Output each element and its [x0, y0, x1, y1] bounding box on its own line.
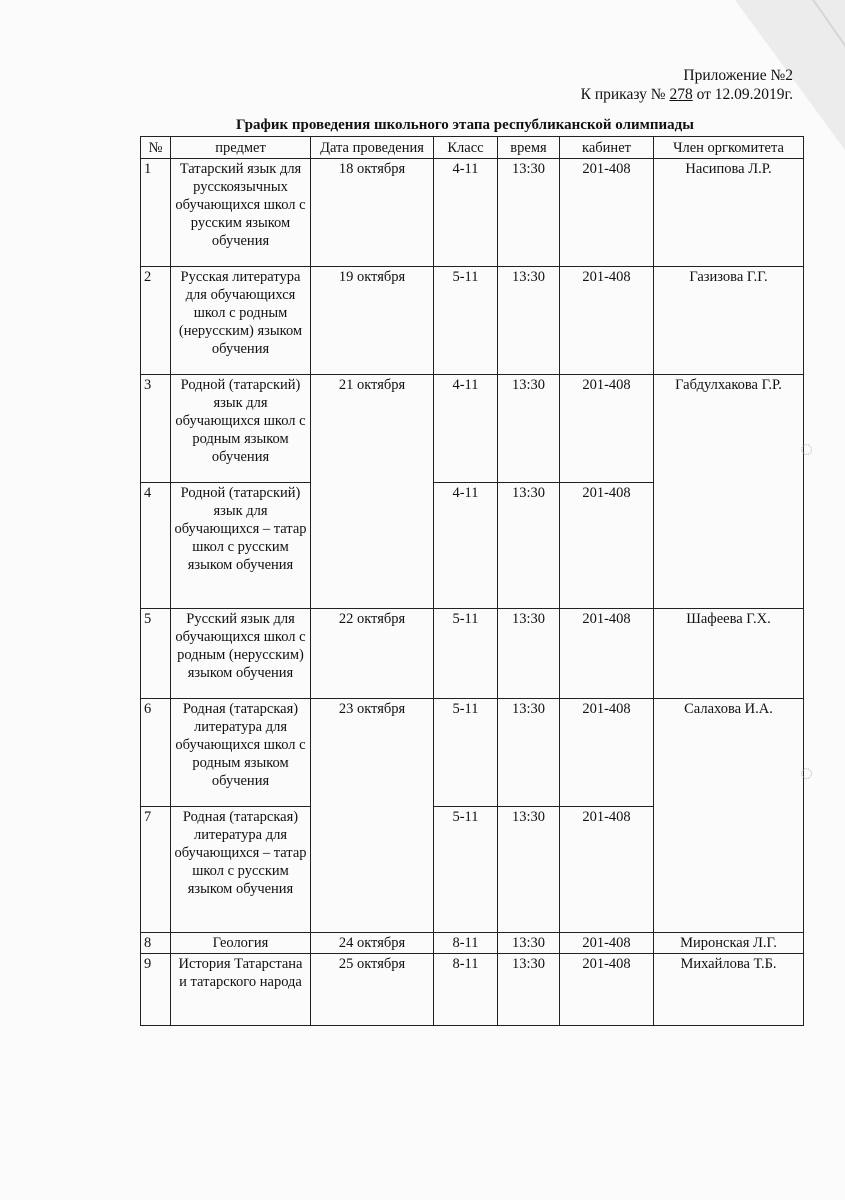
row-time: 13:30	[498, 699, 560, 807]
row-room: 201-408	[560, 609, 654, 699]
row-date: 21 октября	[311, 375, 434, 609]
row-number: 9	[141, 954, 171, 1026]
column-header-member: Член оргкомитета	[654, 137, 804, 159]
order-number: 278	[669, 86, 693, 103]
row-subject: Геология	[171, 933, 311, 954]
table-row	[141, 699, 804, 807]
row-member: Насипова Л.Р.	[654, 159, 804, 267]
row-room: 201-408	[560, 807, 654, 933]
order-reference	[581, 85, 793, 104]
row-number: 3	[141, 375, 171, 483]
column-header-date: Дата проведения	[311, 137, 434, 159]
row-number: 6	[141, 699, 171, 807]
row-number: 7	[141, 807, 171, 933]
row-room: 201-408	[560, 375, 654, 483]
row-date: 18 октября	[311, 159, 434, 267]
document-title: График проведения школьного этапа республиканской олимпиады	[236, 117, 694, 133]
document-header	[581, 66, 793, 104]
row-member: Газизова Г.Г.	[654, 267, 804, 375]
row-number: 4	[141, 483, 171, 609]
row-date: 25 октября	[311, 954, 434, 1026]
row-date: 24 октября	[311, 933, 434, 954]
row-class: 5-11	[434, 609, 498, 699]
row-room: 201-408	[560, 954, 654, 1026]
row-time: 13:30	[498, 954, 560, 1026]
row-member: Салахова И.А.	[654, 699, 804, 933]
order-date: от 12.09.2019г.	[696, 86, 793, 103]
table-row	[141, 933, 804, 954]
row-class: 8-11	[434, 954, 498, 1026]
row-number: 5	[141, 609, 171, 699]
row-room: 201-408	[560, 159, 654, 267]
row-class: 5-11	[434, 267, 498, 375]
row-number: 1	[141, 159, 171, 267]
row-class: 4-11	[434, 483, 498, 609]
row-date: 23 октября	[311, 699, 434, 933]
row-room: 201-408	[560, 267, 654, 375]
row-time: 13:30	[498, 159, 560, 267]
row-class: 8-11	[434, 933, 498, 954]
row-time: 13:30	[498, 933, 560, 954]
row-class: 5-11	[434, 807, 498, 933]
order-prefix: К приказу №	[580, 86, 666, 103]
row-class: 5-11	[434, 699, 498, 807]
row-subject: История Татарстана и татарского народа	[171, 954, 311, 1026]
row-date: 19 октября	[311, 267, 434, 375]
row-subject: Родной (татарский) язык для обучающихся школ с родным языком обучения	[171, 375, 311, 483]
row-subject: Родная (татарская) литература для обучающихся школ с родным языком обучения	[171, 699, 311, 807]
row-time: 13:30	[498, 375, 560, 483]
row-time: 13:30	[498, 267, 560, 375]
row-time: 13:30	[498, 609, 560, 699]
column-header-num: №	[141, 137, 171, 159]
table-row	[141, 954, 804, 1026]
column-header-class: Класс	[434, 137, 498, 159]
row-room: 201-408	[560, 699, 654, 807]
row-room: 201-408	[560, 483, 654, 609]
row-time: 13:30	[498, 807, 560, 933]
appendix-label: Приложение №2	[683, 67, 793, 84]
scan-margin-mark: ◌	[800, 760, 814, 785]
row-subject: Русский язык для обучающихся школ с родным (нерусским) языком обучения	[171, 609, 311, 699]
row-date: 22 октября	[311, 609, 434, 699]
column-header-time: время	[498, 137, 560, 159]
row-number: 8	[141, 933, 171, 954]
schedule-table	[140, 136, 804, 1026]
row-class: 4-11	[434, 375, 498, 483]
row-time: 13:30	[498, 483, 560, 609]
table-row	[141, 159, 804, 267]
row-member: Миронская Л.Г.	[654, 933, 804, 954]
row-member: Шафеева Г.Х.	[654, 609, 804, 699]
row-class: 4-11	[434, 159, 498, 267]
row-number: 2	[141, 267, 171, 375]
table-header-row	[141, 137, 804, 159]
row-subject: Родной (татарский) язык для обучающихся – татар школ с русским языком обучения	[171, 483, 311, 609]
row-member: Михайлова Т.Б.	[654, 954, 804, 1026]
scan-margin-mark: ◌	[800, 436, 814, 461]
table-row	[141, 609, 804, 699]
row-subject: Родная (татарская) литература для обучающихся – татар школ с русским языком обучения	[171, 807, 311, 933]
column-header-room: кабинет	[560, 137, 654, 159]
row-subject: Русская литература для обучающихся школ с родным (нерусским) языком обучения	[171, 267, 311, 375]
row-room: 201-408	[560, 933, 654, 954]
row-member: Габдулхакова Г.Р.	[654, 375, 804, 609]
row-subject: Татарский язык для русскоязычных обучающихся школ с русским языком обучения	[171, 159, 311, 267]
table-row	[141, 375, 804, 483]
column-header-subject: предмет	[171, 137, 311, 159]
table-row	[141, 267, 804, 375]
